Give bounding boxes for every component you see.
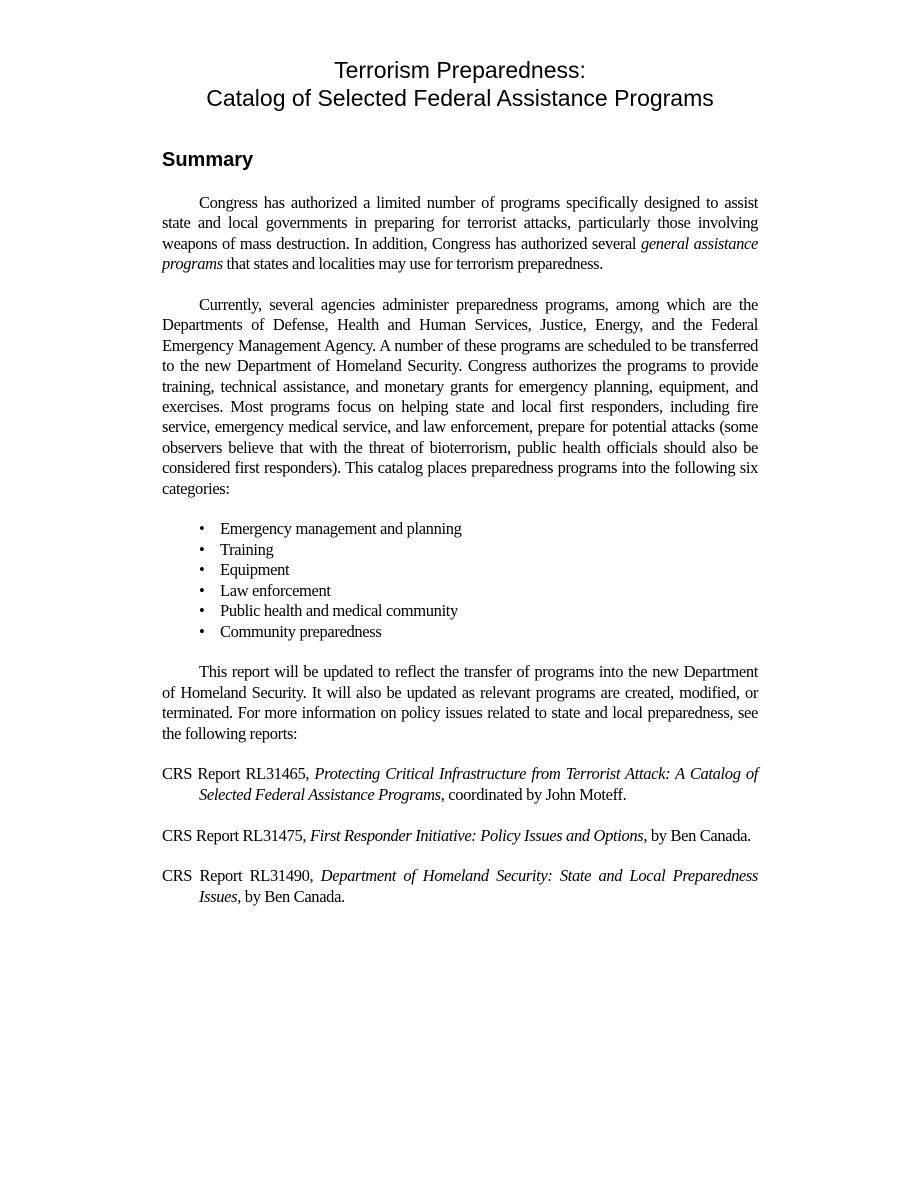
title-line-1: Terrorism Preparedness: [334,57,586,83]
list-item-label: Training [220,539,274,559]
bullet-icon: • [199,539,205,559]
section-heading-summary: Summary [162,149,254,171]
paragraph-agencies: Currently, several agencies administer preparedness programs, among which are the Departments of Defense, Health and Human Services, Justice, Energy, and the Federal Emergency Management Agency. A number of these programs are scheduled to be transferred to the new Department of Homeland Security. Congress authorizes the programs to provide training, technical assistance, and monetary grants for emergency planning, equipment, and exercises. Most programs focus on helping state and local first responders, including fire service, emergency medical service, and law enforcement, prepare for potential attacks (some observers believe that with the threat of bioterrorism, public health officials should also be considered first responders). This catalog places preparedness programs into the following six categories: [162,295,758,498]
paragraph-intro-text-a: Congress has authorized a limited number of programs specifically designed to assist state and local governments in preparing for terrorist attacks, particularly those involving weapons of mass destruction. In addition, Congress has authorized several [162,193,758,253]
reference-rl31475 [162,826,758,846]
list-item-label: Equipment [220,560,290,580]
list-item-label: Law enforcement [220,580,331,600]
list-item [162,601,758,621]
bullet-icon: • [199,580,205,600]
document-title [0,56,920,112]
reference-suffix: by Ben Canada. [241,886,345,906]
list-item [162,519,758,539]
bullet-icon: • [199,560,205,580]
paragraph-intro [162,193,758,275]
paragraph-intro-italic: general assistance programs [162,233,758,274]
reference-prefix: CRS Report RL31465, [162,764,315,784]
bullet-icon: • [199,519,205,539]
reference-suffix: , coordinated by John Moteff. [440,784,627,804]
reference-title: Department of Homeland Security: State and Local Preparedness Issues, [199,866,758,906]
bullet-icon: • [199,601,205,621]
list-item [162,560,758,580]
reference-prefix: CRS Report RL31475, [162,825,310,845]
paragraph-intro-text-b: that states and localities may use for terrorism preparedness. [222,254,604,274]
reference-rl31490 [162,866,758,907]
summary-body [162,193,758,928]
category-list [162,519,758,641]
list-item [162,622,758,642]
reference-rl31465 [162,764,758,805]
paragraph-updates: This report will be updated to reflect the transfer of programs into the new Department of Homeland Security. It will also be updated as relevant programs are created, modified, or terminated. For more information on policy issues related to state and local preparedness, see the following reports: [162,662,758,743]
list-item [162,581,758,601]
bullet-icon: • [199,621,205,641]
list-item-label: Public health and medical community [220,601,458,621]
title-line-2: Catalog of Selected Federal Assistance Programs [206,85,714,111]
list-item [162,540,758,560]
list-item-label: Community preparedness [220,621,382,641]
reference-prefix: CRS Report RL31490, [162,866,321,886]
reference-title: Protecting Critical Infrastructure from Terrorist Attack: A Catalog of Selected Federal Assistance Programs [199,764,758,804]
reference-title: First Responder Initiative: Policy Issues and Options [309,825,644,845]
list-item-label: Emergency management and planning [220,519,462,539]
reference-suffix: , by Ben Canada. [643,825,751,845]
